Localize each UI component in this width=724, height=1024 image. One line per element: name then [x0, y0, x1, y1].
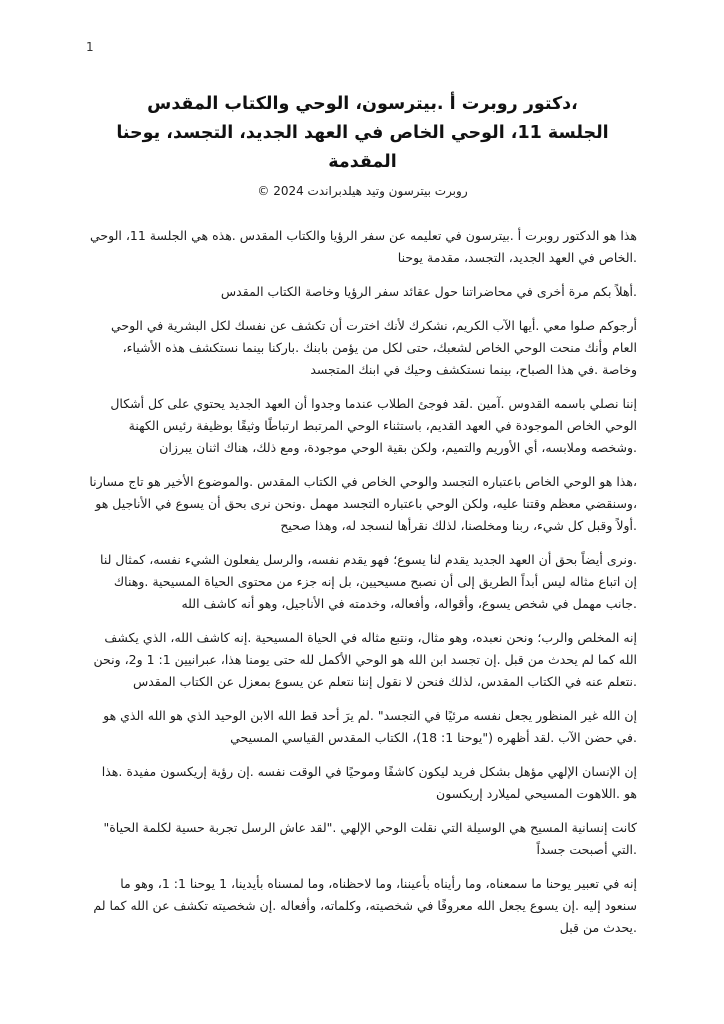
paragraph: إنه المخلص والرب؛ ونحن نعبده، وهو مثال، ونتبع مثاله في الحياة المسيحية .إنه كاشف الله، الذي يكشف الله كما لم يحدث من قبل .إن تجسد ابن الله هو الوحي الأكمل لله حتى يومنا هذا، عبرانيين 1: 1 و2، ونحن .نتعلم عنه في الكتاب المقدس، لذلك فنحن لا نقول إننا نتعلم عن يسوع بمعزل عن الكتاب المقدس	[93, 630, 637, 689]
paragraph: كانت إنسانية المسيح هي الوسيلة التي نقلت الوحي الإلهي ."لقد عاش الرسل تجربة حسية لكلمة الحياة" .التي أصبحت جسداً	[103, 820, 637, 857]
document-title	[88, 90, 637, 177]
paragraph: .أهلاً بكم مرة أخرى في محاضراتنا حول عقائد سفر الرؤيا وخاصة الكتاب المقدس	[220, 284, 637, 299]
paragraph: أرجوكم صلوا معي .أيها الآب الكريم، نشكرك لأنك اخترت أن تكشف عن نفسك لكل البشرية في الوحي العام وأنك منحت الوحي الخاص لشعبك، حتى لكل من يؤمن بابنك .باركنا بينما نستكشف هذه الأشياء، وخاصة .في هذا الصباح، بينما نستكشف وحيك في ابنك المتجسد	[111, 318, 637, 377]
page-content	[88, 90, 637, 951]
paragraph: إننا نصلي باسمه القدوس .آمين .لقد فوجئ الطلاب عندما وجدوا أن العهد الجديد يحتوي على كل أشكال الوحي الخاص الموجودة في العهد القديم، باستثناء الوحي المرتبط ارتباطًا وثيقًا بوظيفة رئيس الكهنة .وشخصه وملابسه، أي الأوريم والتميم، ولكن بقية الوحي موجودة، ومع ذلك، هناك اثنان يبرزان	[110, 396, 637, 455]
paragraph: .ونرى أيضاً بحق أن العهد الجديد يقدم لنا يسوع؛ فهو يقدم نفسه، والرسل يفعلون الشيء نفسه، كمثال لنا إن اتباع مثاله ليس أبداً الطريق إلى أن نصبح مسيحيين، بل إنه جزء من محتوى الحياة المسيحية .وهناك .جانب مهمل في شخص يسوع، وأقواله، وأفعاله، وخدمته في الأناجيل، وهو أنه كاشف الله	[100, 552, 637, 611]
document-body	[88, 225, 637, 939]
paragraph: ،هذا هو الوحي الخاص باعتباره التجسد والوحي الخاص في الكتاب المقدس .والموضوع الأخير هو تاج مسارنا ،وسنقضي معظم وقتنا عليه، ولكن الوحي باعتباره التجسد مهمل .ونحن نرى بحق أن يسوع في الأناجيل هو .أولاً وقبل كل شيء، ربنا ومخلصنا، لذلك نقرأها لنسجد له، وهذا صحيح	[89, 474, 637, 533]
copyright-byline: روبرت بيترسون وتيد هيلدبراندت 2024 ©	[257, 184, 468, 198]
document-title-line-3: المقدمة	[328, 152, 397, 172]
page-number: 1	[86, 40, 94, 54]
paragraph: إن الله غير المنظور يجعل نفسه مرئيًا في التجسد" .لم يرَ أحد قط الله الابن الوحيد الذي هو الله الذي هو .في حضن الآب .لقد أظهره ("يوحنا 1: 18)، الكتاب المقدس القياسي المسيحي	[103, 708, 637, 745]
paragraph: إن الإنسان الإلهي مؤهل بشكل فريد ليكون كاشفًا وموحيًا في الوقت نفسه .إن رؤية إريكسون مفيدة .هذا هو .اللاهوت المسيحي لميلارد إريكسون	[101, 764, 637, 801]
paragraph: هذا هو الدكتور روبرت أ .بيترسون في تعليمه عن سفر الرؤيا والكتاب المقدس .هذه هي الجلسة 11، الوحي .الخاص في العهد الجديد، التجسد، مقدمة يوحنا	[90, 228, 637, 265]
document-title-line-2: الجلسة 11، الوحي الخاص في العهد الجديد، التجسد، يوحنا	[116, 123, 609, 143]
document-title-line-1: ،دكتور روبرت أ .بيترسون، الوحي والكتاب المقدس	[147, 94, 578, 114]
paragraph: إنه في تعبير يوحنا ما سمعناه، وما رأيناه بأعيننا، وما لاحظناه، وما لمسناه بأيدينا، 1 يوحنا 1: 1، وهو ما سنعود إليه .إن يسوع يجعل الله معروفًا في شخصيته، وكلماته، وأفعاله .إن شخصيته تكشف عن الله كما لم .يحدث من قبل	[93, 876, 637, 935]
